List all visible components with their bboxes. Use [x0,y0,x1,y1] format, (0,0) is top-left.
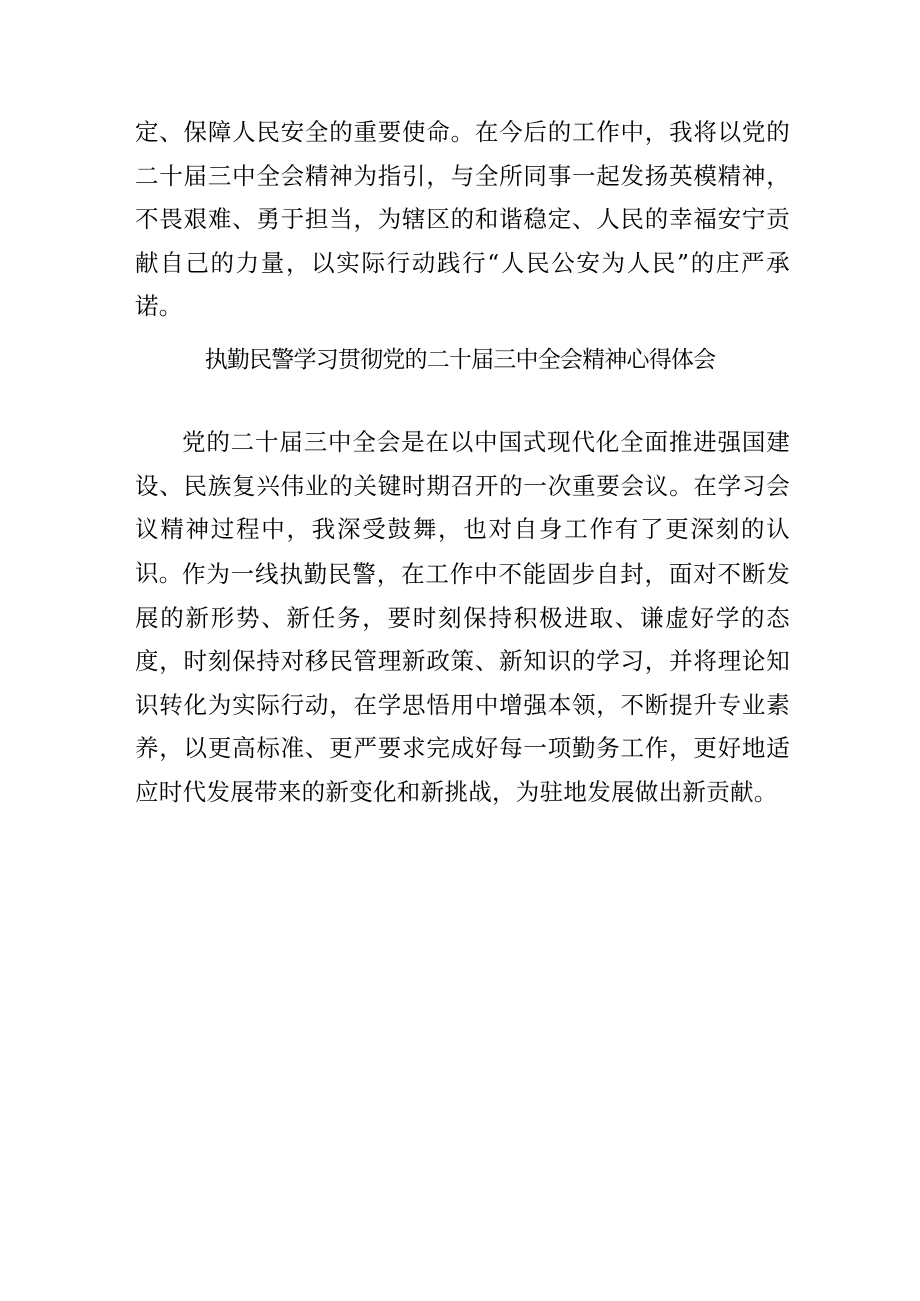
article-heading: 执勤民警学习贯彻党的二十届三中全会精神心得体会 [204,347,716,373]
body-paragraph-1: 党的二十届三中全会是在以中国式现代化全面推进强国建设、民族复兴伟业的关键时期召开的一次重要会议。在学习会议精神过程中，我深受鼓舞，也对自身工作有了更深刻的认识。 [135,428,790,587]
intro-paragraph: 定、保障人民安全的重要使命。在今后的工作中，我将以党的二十届三中全会精神为指引，与全所同事一起发扬英模精神，不畏艰难、勇于担当，为辖区的和谐稳定、人民的幸福安宁贡献自己的力量，以实际行动践行“人民公安为人民”的庄严承诺。 [135,118,790,320]
body-paragraph-2: 作为一线执勤民警，在工作中不能固步自封，面对不断发展的新形势、新任务，要时刻保持积极进取、谦虚好学的态度，时刻保持对移民管理新政策、新知识的学习，并将理论知识转化为实际行动，在学思悟用中增强本领，不断提升专业素养，以更高标准、更严要求完成好每一项勤务工作，更好地适应时代发展带来的新变化和新挑战，为驻地发展做出新贡献。 [135,560,790,806]
